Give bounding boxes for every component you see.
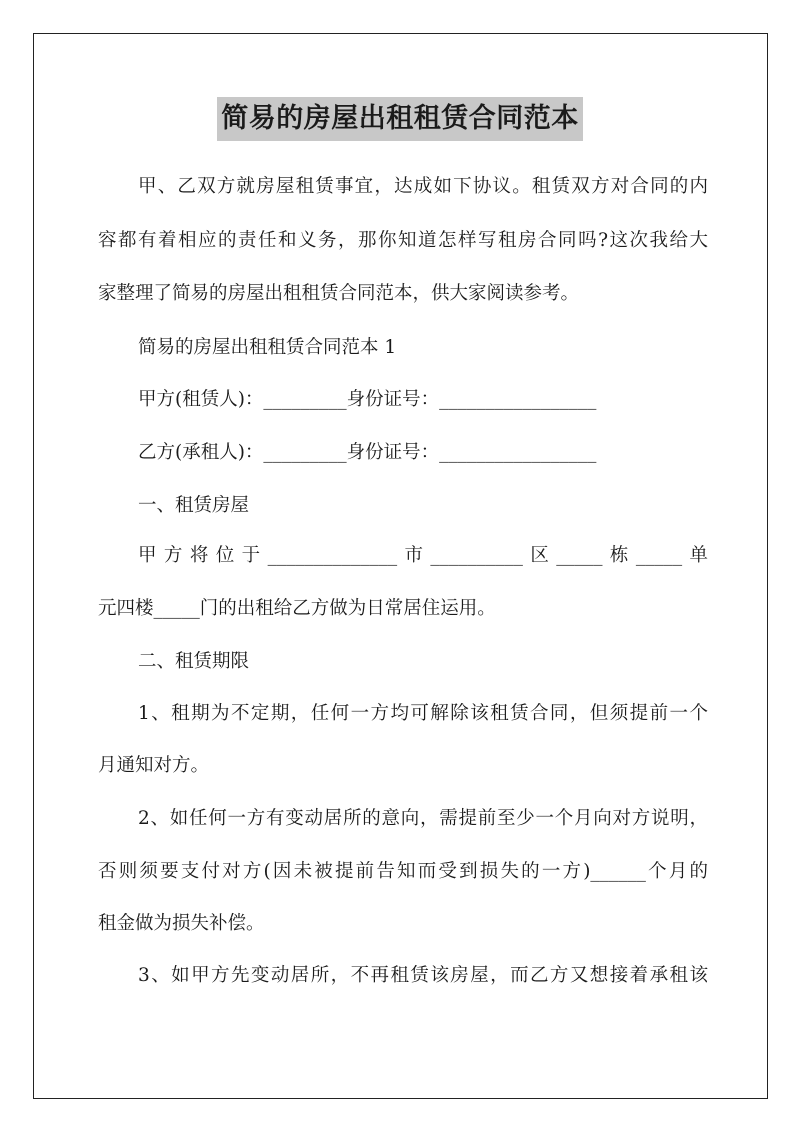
paragraph-line: 2、如任何一方有变动居所的意向，需提前至少一个月向对方说明， — [138, 808, 708, 829]
paragraph-line: 甲方将位于______________市__________区_____栋_____单 — [138, 545, 708, 566]
paragraph-line: 否则须要支付对方(因未被提前告知而受到损失的一方)______个月的 — [98, 861, 708, 882]
section-heading: 一、租赁房屋 — [138, 495, 250, 516]
paragraph-line: 3、如甲方先变动居所，不再租赁该房屋，而乙方又想接着承租该 — [138, 965, 708, 986]
paragraph-line: 容都有着相应的责任和义务，那你知道怎样写租房合同吗?这次我给大 — [98, 230, 708, 251]
paragraph-line: 租金做为损失补偿。 — [98, 913, 265, 934]
paragraph-line: 1、租期为不定期，任何一方均可解除该租赁合同，但须提前一个 — [138, 703, 708, 724]
party-a-line: 甲方(租赁人)：_________身份证号：_________________ — [138, 389, 597, 410]
party-b-line: 乙方(承租人)：_________身份证号：_________________ — [138, 442, 597, 463]
paragraph-line: 家整理了简易的房屋出租租赁合同范本，供大家阅读参考。 — [98, 283, 580, 304]
title-container — [0, 97, 800, 141]
paragraph-line: 甲、乙双方就房屋租赁事宜，达成如下协议。租赁双方对合同的内 — [138, 176, 708, 197]
document-title: 简易的房屋出租租赁合同范本 — [217, 97, 583, 141]
paragraph-line: 月通知对方。 — [98, 755, 210, 776]
section-heading: 二、租赁期限 — [138, 651, 250, 672]
paragraph-line: 元四楼_____门的出租给乙方做为日常居住运用。 — [98, 598, 496, 619]
section-heading: 简易的房屋出租租赁合同范本 1 — [138, 337, 397, 358]
